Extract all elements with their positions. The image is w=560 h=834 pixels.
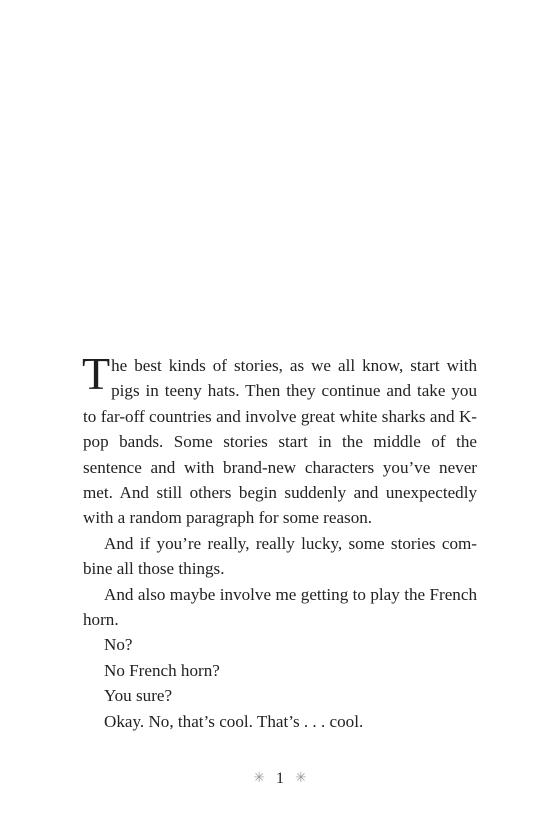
page-number: 1 xyxy=(276,770,284,787)
paragraph: Okay. No, that’s cool. That’s . . . cool. xyxy=(104,711,364,731)
paragraph: No French horn? xyxy=(104,660,220,680)
paragraph-opening xyxy=(82,348,477,531)
asterisk-icon: ✳ xyxy=(295,770,307,786)
body-text xyxy=(82,348,477,734)
paragraph: And if you’re really, really lucky, some stories com-bine all those things. xyxy=(83,533,477,579)
drop-cap: T xyxy=(82,348,111,399)
paragraph: No? xyxy=(104,635,133,655)
page-footer xyxy=(0,768,560,789)
paragraph-text: he best kinds of stories, as we all know, start with pigs in teeny hats. Then they continue and take you to far-off countries and involve great white sharks and K-pop bands. Some stories start in the middle of the sentence and with brand-new characters you’ve never met. And still others begin suddenly and unexpectedly with a random paragraph for some reason. xyxy=(83,356,477,528)
asterisk-icon: ✳ xyxy=(253,770,265,786)
paragraph: You sure? xyxy=(104,686,173,706)
paragraph: And also maybe involve me getting to play the French horn. xyxy=(83,584,477,630)
